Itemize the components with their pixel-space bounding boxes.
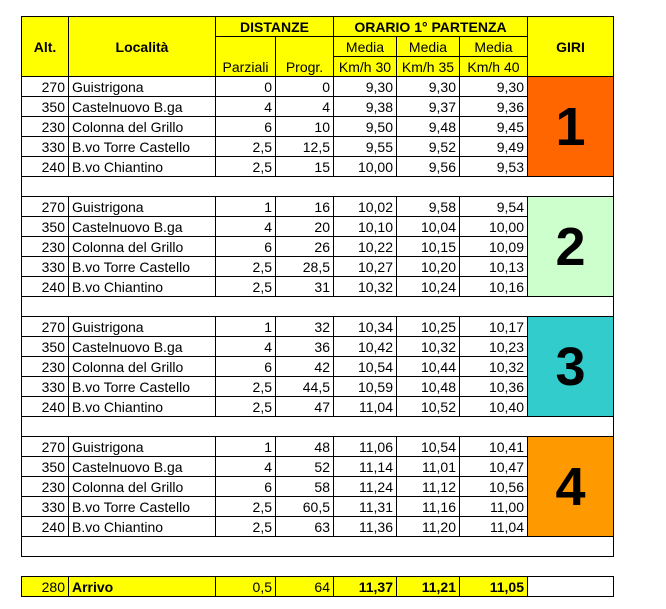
partial-distance-cell: 2,5 xyxy=(216,277,276,297)
location-cell: B.vo Chiantino xyxy=(69,397,216,417)
time-40-cell: 10,00 xyxy=(460,217,528,237)
location-cell: Castelnuovo B.ga xyxy=(69,97,216,117)
location-cell: B.vo Chiantino xyxy=(69,157,216,177)
progressive-distance-cell: 60,5 xyxy=(276,497,334,517)
arrival-time-30: 11,37 xyxy=(334,577,397,597)
lap-number-badge: 3 xyxy=(528,317,614,417)
progressive-distance-cell: 42 xyxy=(276,357,334,377)
lap-separator xyxy=(22,417,614,437)
time-30-cell: 11,36 xyxy=(334,517,397,537)
spacer-cell xyxy=(22,557,614,577)
time-40-cell: 9,53 xyxy=(460,157,528,177)
partial-distance-cell: 2,5 xyxy=(216,257,276,277)
arrival-row xyxy=(22,577,614,597)
distanze-header: DISTANZE xyxy=(216,17,334,37)
media-30-speed: Km/h 30 xyxy=(334,57,397,77)
separator-cell xyxy=(22,537,614,557)
progressive-distance-cell: 12,5 xyxy=(276,137,334,157)
altitude-cell: 350 xyxy=(22,457,69,477)
partial-distance-cell: 6 xyxy=(216,477,276,497)
time-40-cell: 10,47 xyxy=(460,457,528,477)
arrival-partial-distance: 0,5 xyxy=(216,577,276,597)
progressive-distance-cell: 47 xyxy=(276,397,334,417)
progressive-distance-cell: 48 xyxy=(276,437,334,457)
time-30-cell: 9,38 xyxy=(334,97,397,117)
media-35-top: Media xyxy=(397,37,460,57)
time-40-cell: 10,36 xyxy=(460,377,528,397)
progressive-distance-cell: 31 xyxy=(276,277,334,297)
location-cell: B.vo Torre Castello xyxy=(69,257,216,277)
table-row xyxy=(22,277,614,297)
altitude-cell: 230 xyxy=(22,477,69,497)
media-35-speed: Km/h 35 xyxy=(397,57,460,77)
time-30-cell: 10,32 xyxy=(334,277,397,297)
time-40-cell: 11,00 xyxy=(460,497,528,517)
time-40-cell: 10,56 xyxy=(460,477,528,497)
time-35-cell: 10,25 xyxy=(397,317,460,337)
time-30-cell: 11,06 xyxy=(334,437,397,457)
giri-header: GIRI xyxy=(528,17,614,77)
table-row xyxy=(22,357,614,377)
time-30-cell: 11,24 xyxy=(334,477,397,497)
table-row xyxy=(22,517,614,537)
partial-distance-cell: 6 xyxy=(216,237,276,257)
progressive-distance-cell: 63 xyxy=(276,517,334,537)
time-40-cell: 9,45 xyxy=(460,117,528,137)
partial-distance-cell: 2,5 xyxy=(216,157,276,177)
time-35-cell: 10,44 xyxy=(397,357,460,377)
time-35-cell: 9,52 xyxy=(397,137,460,157)
location-cell: B.vo Torre Castello xyxy=(69,377,216,397)
altitude-cell: 240 xyxy=(22,397,69,417)
progressive-distance-cell: 58 xyxy=(276,477,334,497)
table-row xyxy=(22,157,614,177)
table-row xyxy=(22,457,614,477)
lap-separator xyxy=(22,177,614,197)
arrival-altitude: 280 xyxy=(22,577,69,597)
location-cell: Colonna del Grillo xyxy=(69,117,216,137)
progressive-distance-cell: 4 xyxy=(276,97,334,117)
partial-distance-cell: 4 xyxy=(216,457,276,477)
time-35-cell: 9,56 xyxy=(397,157,460,177)
arrival-time-35: 11,21 xyxy=(397,577,460,597)
time-35-cell: 10,52 xyxy=(397,397,460,417)
table-row xyxy=(22,337,614,357)
time-30-cell: 10,10 xyxy=(334,217,397,237)
progr-header: Progr. xyxy=(276,37,334,77)
time-35-cell: 11,20 xyxy=(397,517,460,537)
partial-distance-cell: 1 xyxy=(216,197,276,217)
table-row xyxy=(22,397,614,417)
arrival-label: Arrivo xyxy=(69,577,216,597)
time-35-cell: 10,48 xyxy=(397,377,460,397)
progressive-distance-cell: 20 xyxy=(276,217,334,237)
progressive-distance-cell: 32 xyxy=(276,317,334,337)
location-cell: B.vo Chiantino xyxy=(69,277,216,297)
arrival-time-40: 11,05 xyxy=(460,577,528,597)
time-35-cell: 9,48 xyxy=(397,117,460,137)
separator-cell xyxy=(22,297,614,317)
progressive-distance-cell: 16 xyxy=(276,197,334,217)
location-cell: Colonna del Grillo xyxy=(69,237,216,257)
table-row xyxy=(22,117,614,137)
partial-distance-cell: 6 xyxy=(216,357,276,377)
progressive-distance-cell: 28,5 xyxy=(276,257,334,277)
altitude-cell: 240 xyxy=(22,277,69,297)
time-40-cell: 9,54 xyxy=(460,197,528,217)
time-30-cell: 10,59 xyxy=(334,377,397,397)
table-row xyxy=(22,477,614,497)
location-cell: Guistrigona xyxy=(69,437,216,457)
arrival-progressive-distance: 64 xyxy=(276,577,334,597)
altitude-cell: 230 xyxy=(22,357,69,377)
lap-separator xyxy=(22,297,614,317)
arrival-giri-cell xyxy=(528,577,614,597)
time-30-cell: 9,30 xyxy=(334,77,397,97)
location-cell: Castelnuovo B.ga xyxy=(69,337,216,357)
table-row xyxy=(22,217,614,237)
location-cell: Guistrigona xyxy=(69,197,216,217)
partial-distance-cell: 2,5 xyxy=(216,517,276,537)
time-35-cell: 9,58 xyxy=(397,197,460,217)
altitude-cell: 230 xyxy=(22,117,69,137)
time-30-cell: 11,31 xyxy=(334,497,397,517)
alt-header: Alt. xyxy=(22,17,69,77)
lap-number-badge: 1 xyxy=(528,77,614,177)
altitude-cell: 330 xyxy=(22,137,69,157)
time-40-cell: 11,04 xyxy=(460,517,528,537)
time-35-cell: 10,32 xyxy=(397,337,460,357)
progressive-distance-cell: 15 xyxy=(276,157,334,177)
partial-distance-cell: 2,5 xyxy=(216,137,276,157)
partial-distance-cell: 0 xyxy=(216,77,276,97)
time-35-cell: 11,16 xyxy=(397,497,460,517)
progressive-distance-cell: 44,5 xyxy=(276,377,334,397)
timetable xyxy=(21,16,614,597)
table-row xyxy=(22,437,614,457)
altitude-cell: 270 xyxy=(22,197,69,217)
progressive-distance-cell: 10 xyxy=(276,117,334,137)
time-35-cell: 10,04 xyxy=(397,217,460,237)
separator-cell xyxy=(22,177,614,197)
table-row xyxy=(22,497,614,517)
progressive-distance-cell: 26 xyxy=(276,237,334,257)
time-30-cell: 10,42 xyxy=(334,337,397,357)
location-cell: B.vo Torre Castello xyxy=(69,497,216,517)
time-35-cell: 9,37 xyxy=(397,97,460,117)
time-40-cell: 10,13 xyxy=(460,257,528,277)
table-row xyxy=(22,237,614,257)
media-40-speed: Km/h 40 xyxy=(460,57,528,77)
time-30-cell: 10,00 xyxy=(334,157,397,177)
table-row xyxy=(22,97,614,117)
altitude-cell: 240 xyxy=(22,517,69,537)
progressive-distance-cell: 52 xyxy=(276,457,334,477)
time-40-cell: 10,09 xyxy=(460,237,528,257)
location-cell: Guistrigona xyxy=(69,317,216,337)
time-30-cell: 11,14 xyxy=(334,457,397,477)
time-30-cell: 11,04 xyxy=(334,397,397,417)
partial-distance-cell: 2,5 xyxy=(216,497,276,517)
location-cell: Guistrigona xyxy=(69,77,216,97)
location-cell: B.vo Chiantino xyxy=(69,517,216,537)
altitude-cell: 350 xyxy=(22,217,69,237)
partial-distance-cell: 1 xyxy=(216,317,276,337)
time-40-cell: 10,23 xyxy=(460,337,528,357)
table-row xyxy=(22,377,614,397)
partial-distance-cell: 4 xyxy=(216,337,276,357)
time-30-cell: 9,50 xyxy=(334,117,397,137)
time-40-cell: 10,40 xyxy=(460,397,528,417)
time-35-cell: 11,12 xyxy=(397,477,460,497)
time-40-cell: 10,16 xyxy=(460,277,528,297)
arrival-spacer xyxy=(22,557,614,577)
time-35-cell: 10,54 xyxy=(397,437,460,457)
location-cell: Castelnuovo B.ga xyxy=(69,217,216,237)
orario-header: ORARIO 1° PARTENZA xyxy=(334,17,528,37)
time-30-cell: 10,34 xyxy=(334,317,397,337)
altitude-cell: 350 xyxy=(22,337,69,357)
time-30-cell: 10,22 xyxy=(334,237,397,257)
table-row xyxy=(22,197,614,217)
progressive-distance-cell: 0 xyxy=(276,77,334,97)
partial-distance-cell: 4 xyxy=(216,97,276,117)
altitude-cell: 240 xyxy=(22,157,69,177)
altitude-cell: 270 xyxy=(22,77,69,97)
altitude-cell: 270 xyxy=(22,437,69,457)
time-40-cell: 9,49 xyxy=(460,137,528,157)
altitude-cell: 270 xyxy=(22,317,69,337)
table-row xyxy=(22,77,614,97)
altitude-cell: 230 xyxy=(22,237,69,257)
partial-distance-cell: 2,5 xyxy=(216,377,276,397)
time-35-cell: 10,20 xyxy=(397,257,460,277)
parziali-header: Parziali xyxy=(216,37,276,77)
altitude-cell: 350 xyxy=(22,97,69,117)
partial-distance-cell: 4 xyxy=(216,217,276,237)
header-row-1 xyxy=(22,17,614,37)
altitude-cell: 330 xyxy=(22,497,69,517)
time-40-cell: 9,30 xyxy=(460,77,528,97)
media-40-top: Media xyxy=(460,37,528,57)
time-30-cell: 10,27 xyxy=(334,257,397,277)
altitude-cell: 330 xyxy=(22,377,69,397)
progressive-distance-cell: 36 xyxy=(276,337,334,357)
time-30-cell: 10,54 xyxy=(334,357,397,377)
lap-separator xyxy=(22,537,614,557)
table-row xyxy=(22,317,614,337)
separator-cell xyxy=(22,417,614,437)
partial-distance-cell: 6 xyxy=(216,117,276,137)
media-30-top: Media xyxy=(334,37,397,57)
time-35-cell: 11,01 xyxy=(397,457,460,477)
location-cell: Colonna del Grillo xyxy=(69,357,216,377)
time-40-cell: 10,32 xyxy=(460,357,528,377)
partial-distance-cell: 2,5 xyxy=(216,397,276,417)
table-row xyxy=(22,137,614,157)
table-row xyxy=(22,257,614,277)
altitude-cell: 330 xyxy=(22,257,69,277)
time-30-cell: 9,55 xyxy=(334,137,397,157)
lap-number-badge: 2 xyxy=(528,197,614,297)
time-40-cell: 9,36 xyxy=(460,97,528,117)
location-cell: B.vo Torre Castello xyxy=(69,137,216,157)
location-cell: Castelnuovo B.ga xyxy=(69,457,216,477)
location-cell: Colonna del Grillo xyxy=(69,477,216,497)
time-40-cell: 10,17 xyxy=(460,317,528,337)
localita-header: Località xyxy=(69,17,216,77)
lap-number-badge: 4 xyxy=(528,437,614,537)
time-35-cell: 10,15 xyxy=(397,237,460,257)
time-40-cell: 10,41 xyxy=(460,437,528,457)
time-30-cell: 10,02 xyxy=(334,197,397,217)
time-35-cell: 9,30 xyxy=(397,77,460,97)
partial-distance-cell: 1 xyxy=(216,437,276,457)
time-35-cell: 10,24 xyxy=(397,277,460,297)
